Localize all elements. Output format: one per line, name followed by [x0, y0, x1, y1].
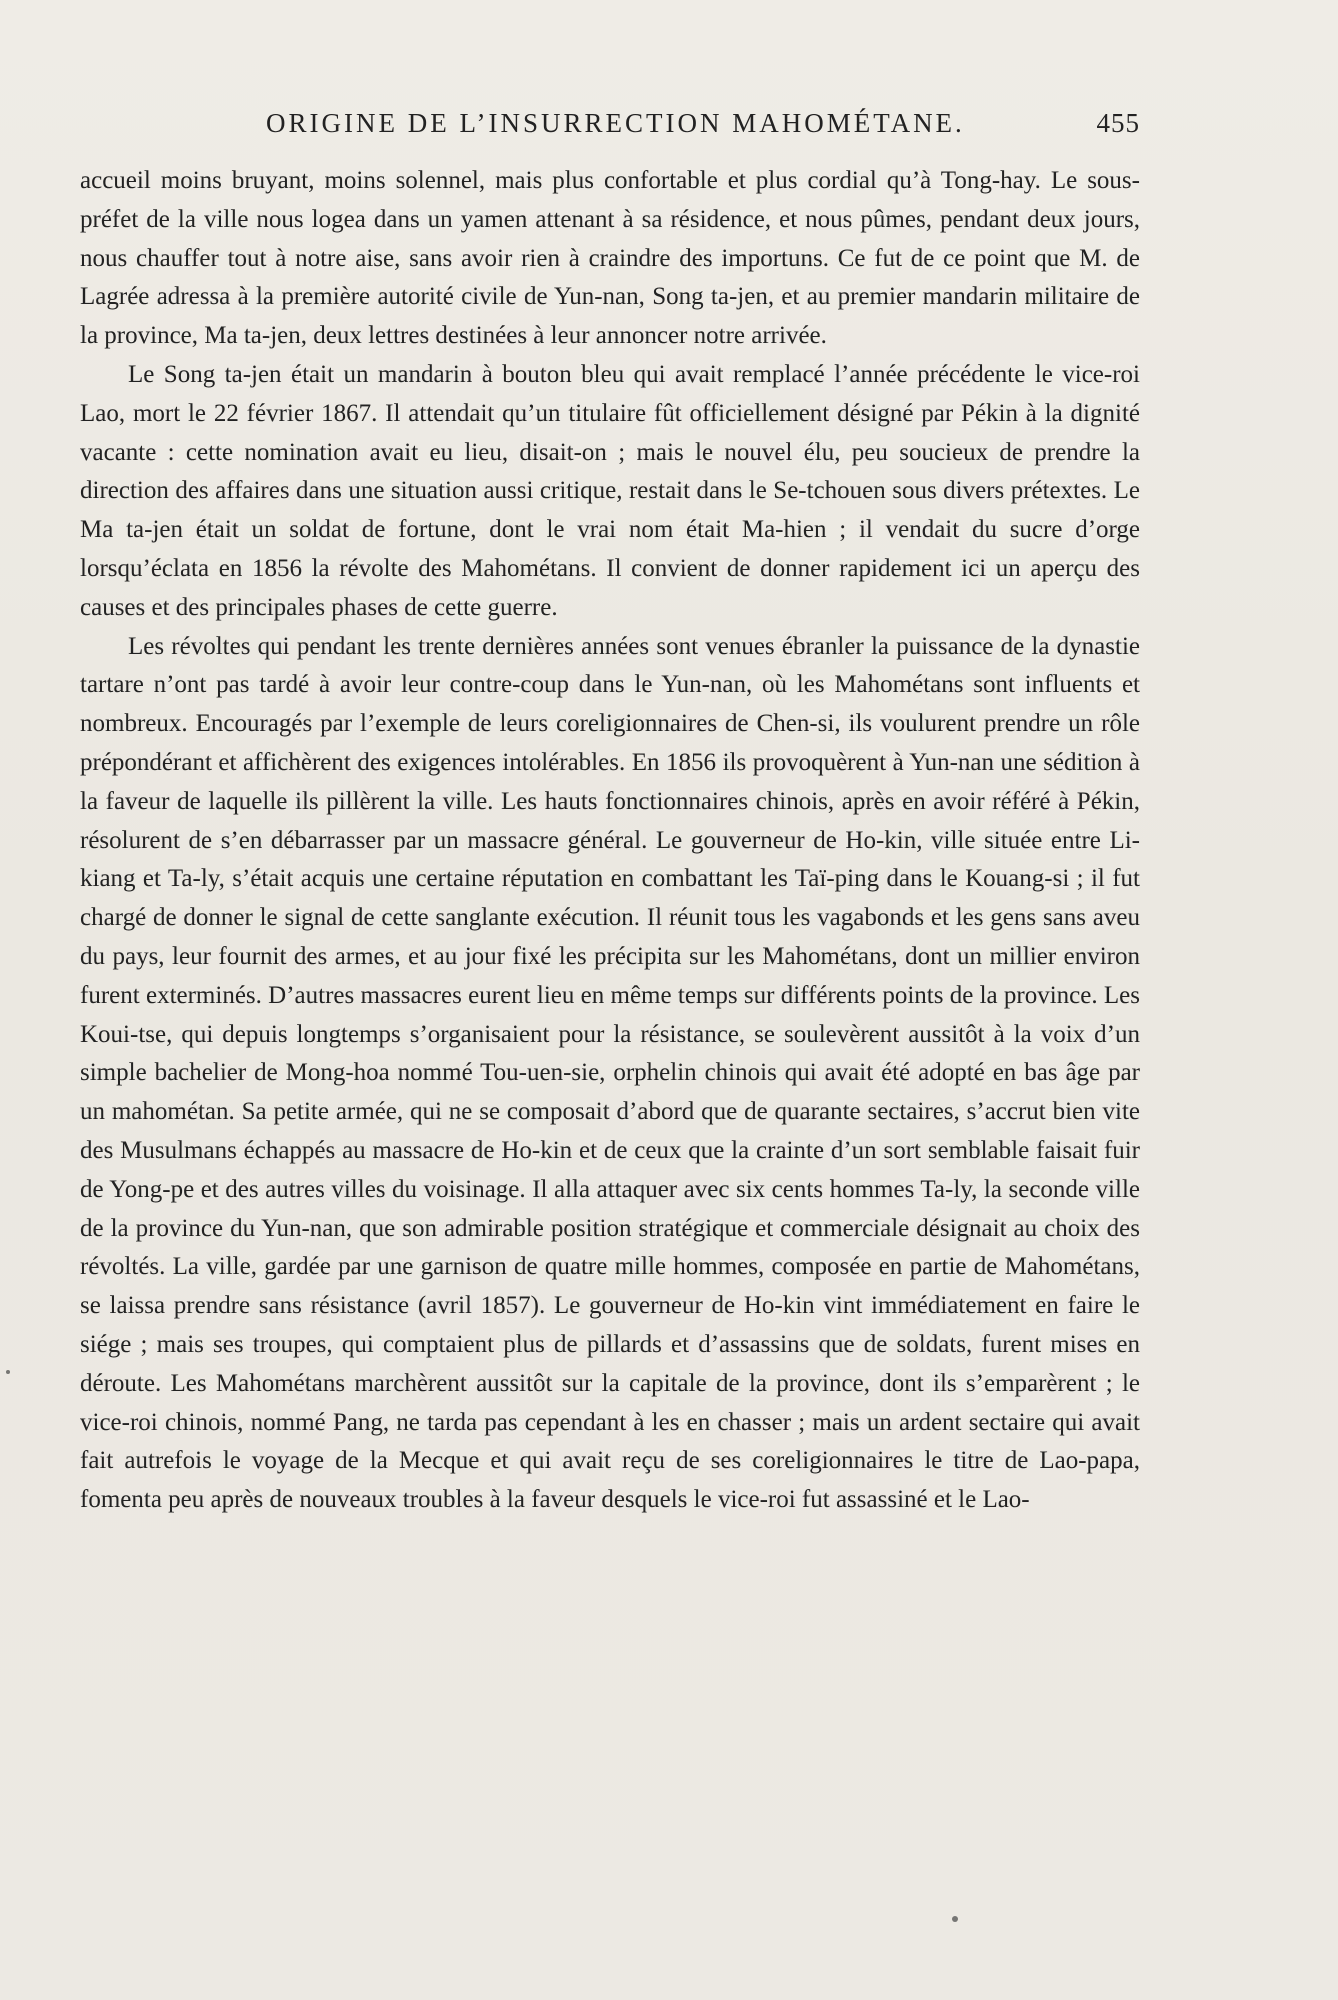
header-title: ORIGINE DE L’INSURRECTION MAHOMÉTANE.: [266, 108, 965, 138]
paragraph-1: accueil moins bruyant, moins solennel, mais plus confortable et plus cordial qu’à Tong-hay. Le sous-préfet de la ville nous logea dans un yamen attenant à sa résidence, et nous pûmes, pendant deux jours, nous chauffer tout à notre aise, sans avoir rien à craindre des importuns. Ce fut de ce point que M. de Lagrée adressa à la première autorité civile de Yun-nan, Song ta-jen, et au premier mandarin militaire de la province, Ma ta-jen, deux lettres destinées à leur annoncer notre arrivée.: [80, 167, 1140, 350]
paragraph-3: Les révoltes qui pendant les trente dernières années sont venues ébranler la puissance de la dynastie tartare n’ont pas tardé à avoir leur contre-coup dans le Yun-nan, où les Mahométans sont influents et nombreux. Encouragés par l’exemple de leurs coreligionnaires de Chen-si, ils voulurent prendre un rôle prépondérant et affichèrent des exigences intolérables. En 1856 ils provoquèrent à Yun-nan une sédition à la faveur de laquelle ils pillèrent la ville. Les hauts fonctionnaires chinois, après en avoir référé à Pékin, résolurent de s’en débarrasser par un massacre général. Le gouverneur de Ho-kin, ville située entre Li-kiang et Ta-ly, s’était acquis une certaine réputation en combattant les Taï-ping dans le Kouang-si ; il fut chargé de donner le signal de cette sanglante exécution. Il réunit tous les vagabonds et les gens sans aveu du pays, leur fournit des armes, et au jour fixé les précipita sur les Mahométans, dont un millier environ furent exterminés. D’autres massacres eurent lieu en même temps sur différents points de la province. Les Koui-tse, qui depuis longtemps s’organisaient pour la résistance, se soulevèrent aussitôt à la voix d’un simple bachelier de Mong-hoa nommé Tou-uen-sie, orphelin chinois qui avait été adopté en bas âge par un mahométan. Sa petite armée, qui ne se composait d’abord que de quarante sectaires, s’accrut bien vite des Musulmans échappés au massacre de Ho-kin et de ceux que la crainte d’un sort semblable faisait fuir de Yong-pe et des autres villes du voisinage. Il alla attaquer avec six cents hommes Ta-ly, la seconde ville de la province du Yun-nan, que son admirable position stratégique et commerciale désignait au choix des révoltés. La ville, gardée par une garnison de quatre mille hommes, composée en partie de Mahométans, se laissa prendre sans résistance (avril 1857). Le gouverneur de Ho-kin vint immédiatement en faire le siége ; mais ses troupes, qui comptaient plus de pillards et d’assassins que de soldats, furent mises en déroute. Les Mahométans marchèrent aussitôt sur la capitale de la province, dont ils s’emparèrent ; le vice-roi chinois, nommé Pang, ne tarda pas cependant à les en chasser ; mais un ardent sectaire qui avait fait autrefois le voyage de la Mecque et qui avait reçu de ses coreligionnaires le titre de Lao-papa, fomenta peu après de nouveaux troubles à la faveur desquels le vice-roi fut assassiné et le Lao-: [80, 632, 1140, 1514]
page-number: 455: [1096, 108, 1140, 138]
body-text: [80, 162, 1140, 1520]
running-header: [80, 108, 1140, 148]
margin-mark: [6, 1370, 10, 1374]
paragraph-2: Le Song ta-jen était un mandarin à bouton bleu qui avait remplacé l’année précédente le vice-roi Lao, mort le 22 février 1867. Il attendait qu’un titulaire fût officiellement désigné par Pékin à la dignité vacante : cette nomination avait eu lieu, disait-on ; mais le nouvel élu, peu soucieux de prendre la direction des affaires dans une situation aussi critique, restait dans le Se-tchouen sous divers prétextes. Le Ma ta-jen était un soldat de fortune, dont le vrai nom était Ma-hien ; il vendait du sucre d’orge lorsqu’éclata en 1856 la révolte des Mahométans. Il convient de donner rapidement ici un aperçu des causes et des principales phases de cette guerre.: [80, 360, 1140, 621]
printer-dot-mark: [952, 1916, 958, 1922]
